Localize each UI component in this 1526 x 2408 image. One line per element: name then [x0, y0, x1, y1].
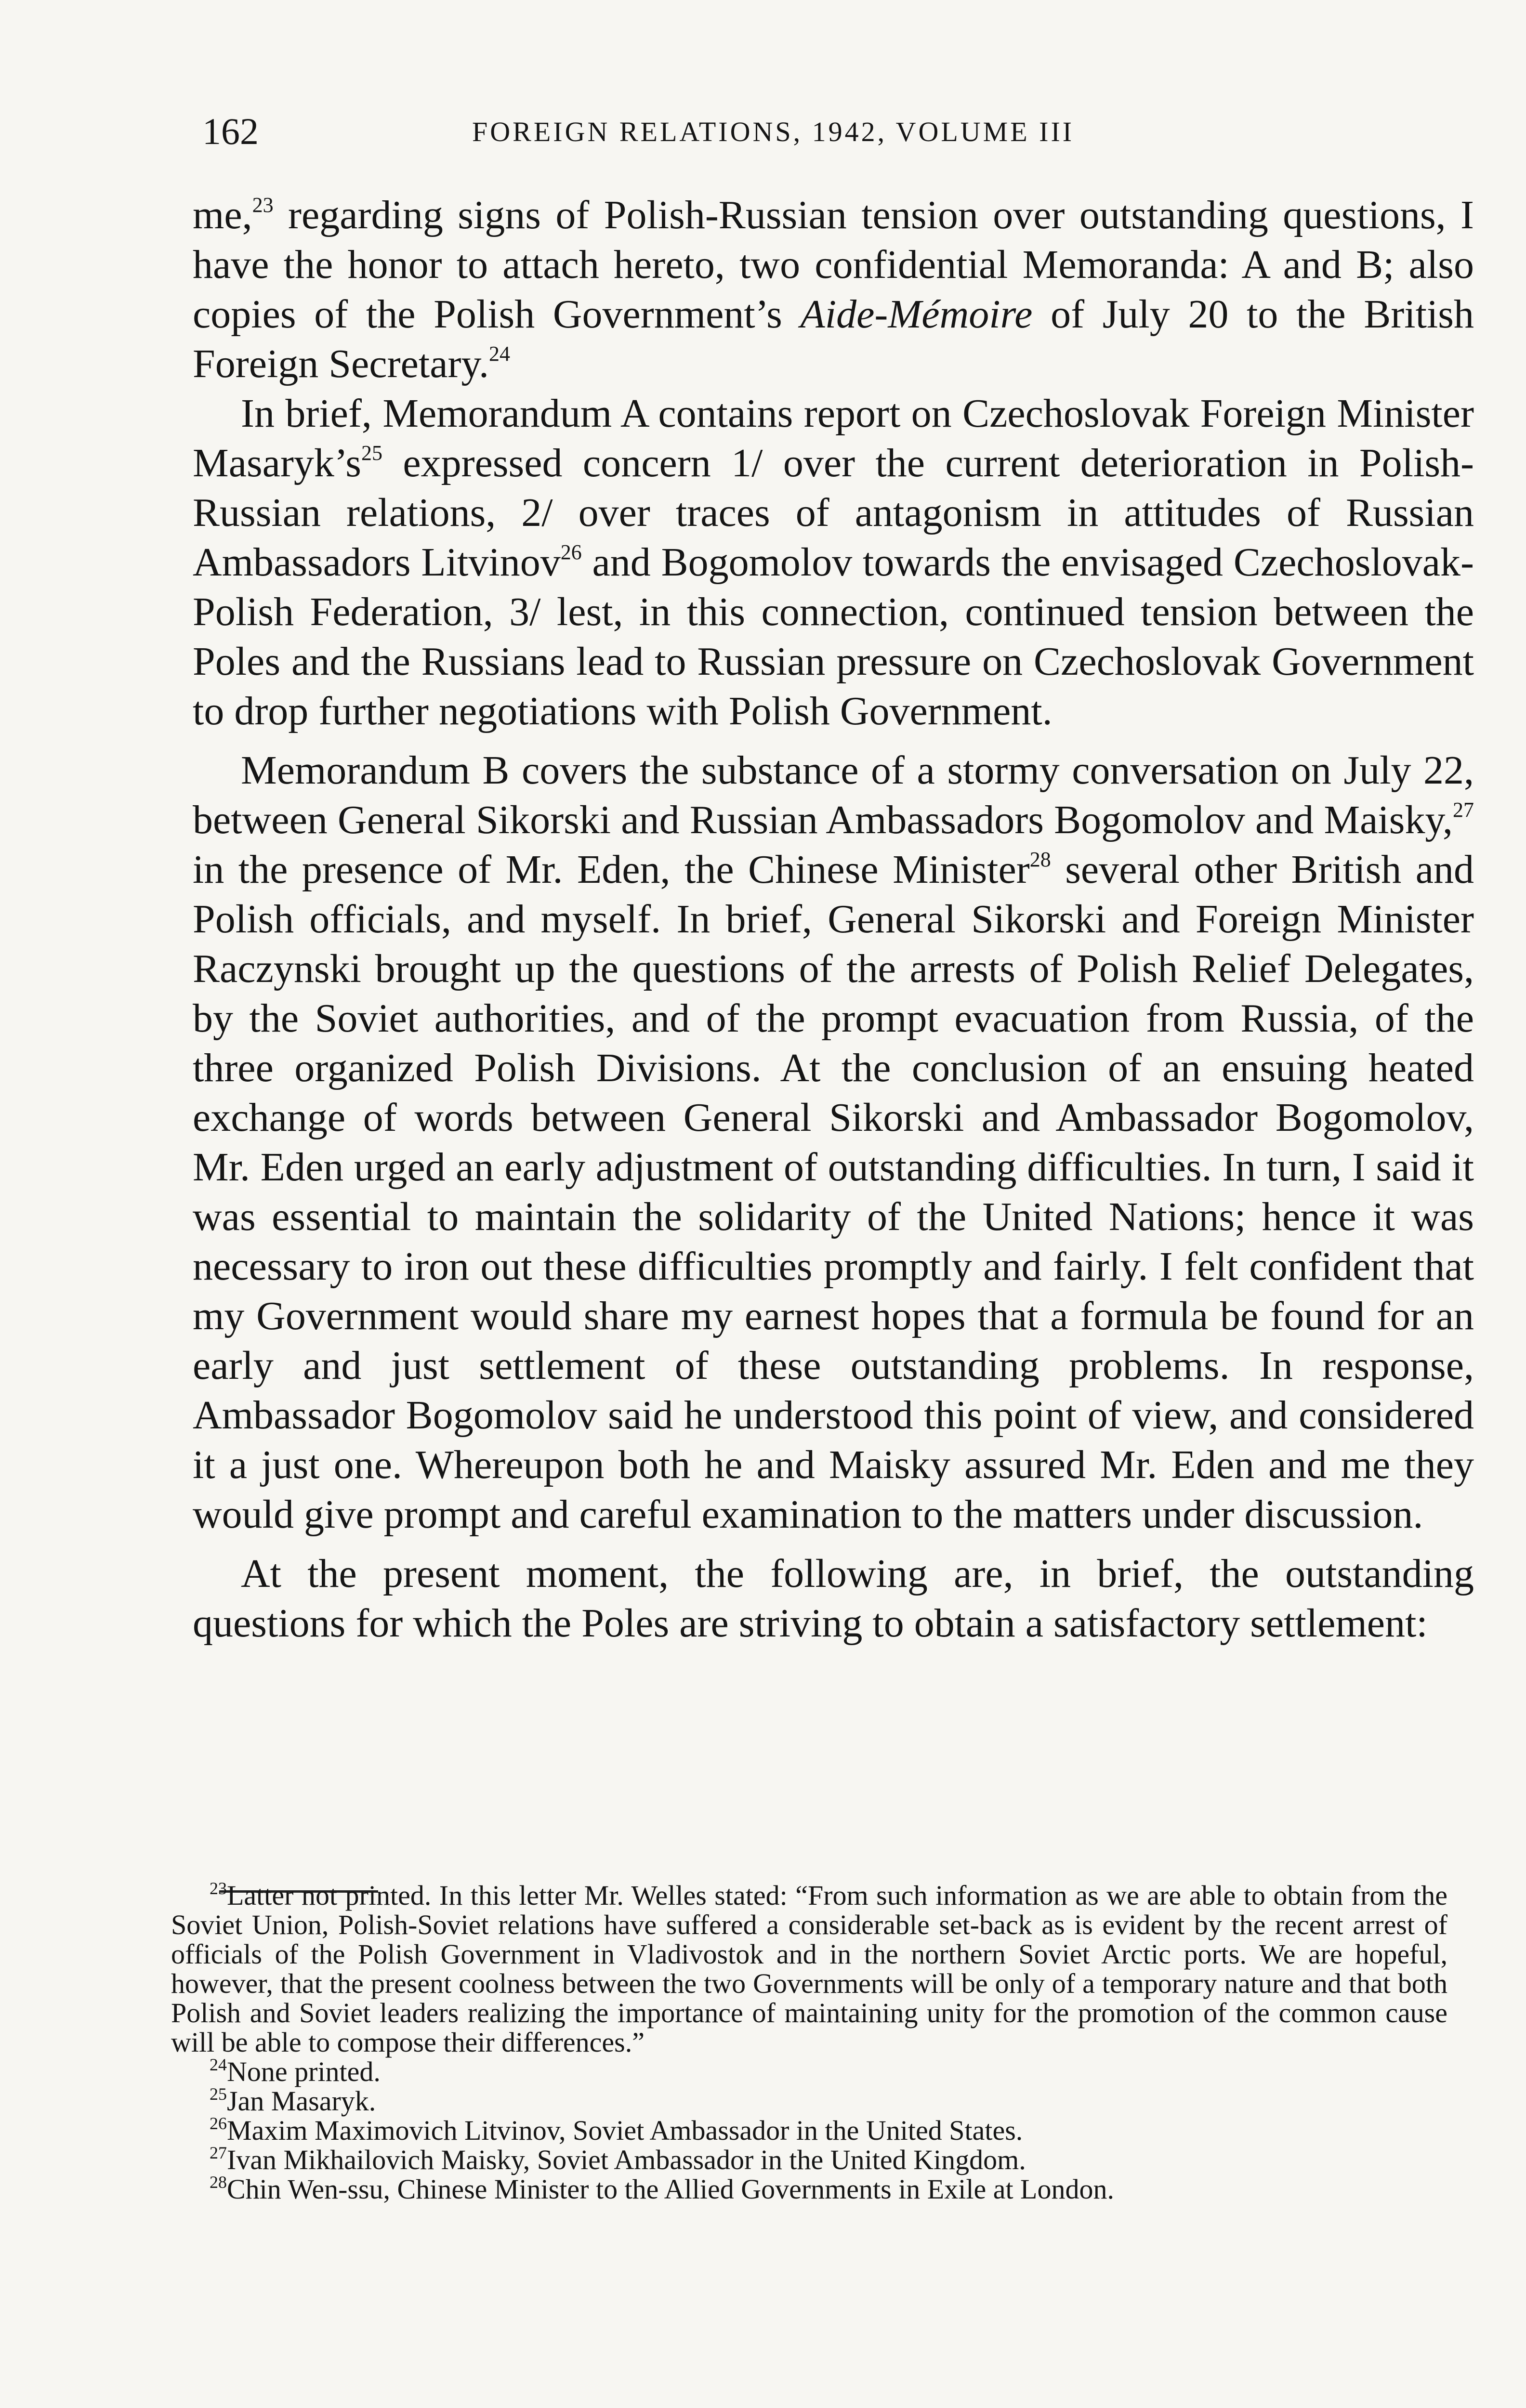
footnote-28: $^{28}$Chin Wen-ssu, Chinese Minister to the Allied Governments in Exile at London. [210, 2172, 1114, 2205]
running-head: FOREIGN RELATIONS, 1942, VOLUME III [472, 116, 1075, 147]
footnote-ref-27[interactable]: 27 [1453, 798, 1474, 822]
footnote-26: $^{26}$Maxim Maximovich Litvinov, Soviet Ambassador in the United States. [210, 2114, 1023, 2146]
page-number: 162 [202, 110, 259, 152]
italic-term: Aide-Mémoire [800, 292, 1033, 337]
footnote-mark: 28 [210, 2172, 227, 2192]
footnotes [171, 1881, 1447, 2204]
footnote-mark: 26 [210, 2114, 227, 2133]
footnote-ref-26[interactable]: 26 [560, 540, 582, 564]
footnote-ref-23[interactable]: 23 [252, 193, 274, 217]
footnote-25: $^{25}$Jan Masaryk. [210, 2084, 376, 2117]
footnote-ref-28[interactable]: 28 [1029, 848, 1051, 871]
paragraph-1: me,$^{23}$ regarding signs of Polish-Russian tension over outstanding questions, I have the honor to attach hereto, two confidential Memoranda: A and B; also copies of the Polish Government’s Aide-Mémoire of July 20 to the British Foreign Secretary.$^{24}$ [193, 193, 1474, 386]
paragraph-3: Memorandum B covers the substance of a stormy conversation on July 22, between General Sikorski and Russian Ambassadors Bogomolov and Maisky,$^{27}$ in the presence of Mr. Eden, the Chinese Minister$^{28}$ several other British and Polish officials, and myself. In brief, General Sikorski and Foreign Minister Raczynski brought up the questions of the arrests of Polish Relief Delegates, by the Soviet authorities, and of the prompt evacuation from Russia, of the three organized Polish Divisions. At the conclusion of an ensuing heated exchange of words between General Sikorski and Ambassador Bogomolov, Mr. Eden urged an early adjustment of outstanding difficulties. In turn, I said it was essential to maintain the solidarity of the United Nations; hence it was necessary to iron out these difficulties promptly and fairly. I felt confident that my Government would share my earnest hopes that a formula be found for an early and just settlement of these outstanding problems. In response, Ambassador Bogomolov said he understood this point of view, and considered it a just one. Whereupon both he and Maisky assured Mr. Eden and me they would give prompt and careful examination to the matters under discussion. [193, 748, 1474, 1537]
paragraph-4: At the present moment, the following are, in brief, the outstanding questions for which the Poles are striving to obtain a satisfactory settlement: [193, 1551, 1474, 1646]
main-text [193, 190, 1474, 1648]
footnote-24: $^{24}$None printed. [210, 2055, 381, 2087]
footnote-mark: 24 [210, 2055, 227, 2074]
footnote-27: $^{27}$Ivan Mikhailovich Maisky, Soviet Ambassador in the United Kingdom. [210, 2143, 1026, 2175]
footnote-mark: 27 [210, 2143, 227, 2162]
footnote-23: $^{23}$Latter not printed. In this letter Mr. Welles stated: “From such information as we are able to obtain from the Soviet Union, Polish-Soviet relations have suffered a considerable set-back as is evident by the recent arrest of officials of the Polish Government in Vladivostok and in the northern Soviet Arctic ports. We are hopeful, however, that the present coolness between the two Governments will be only of a temporary nature and that both Polish and Soviet leaders realizing the importance of maintaining unity for the promotion of the common cause will be able to compose their differences.” [171, 1879, 1447, 2058]
footnote-ref-25[interactable]: 25 [361, 441, 382, 465]
footnote-mark: 25 [210, 2084, 227, 2104]
paragraph-2: In brief, Memorandum A contains report on Czechoslovak Foreign Minister $Masaryk’s^{25}$ expressed concern 1/ over the current deterioration in Polish-Russian relations, 2/ over traces of antagonism in attitudes of Russian Ambassadors Litvinov$^{26}$ and Bogomolov towards the envisaged Czechoslovak-Polish Federation, 3/ lest, in this connection, continued tension between the Poles and the Russians lead to Russian pressure on Czechoslovak Government to drop further negotiations with Polish Government. [193, 391, 1474, 733]
footnote-ref-24[interactable]: 24 [489, 342, 510, 366]
page-header [202, 110, 1464, 163]
footnote-mark: 23 [210, 1879, 227, 1898]
